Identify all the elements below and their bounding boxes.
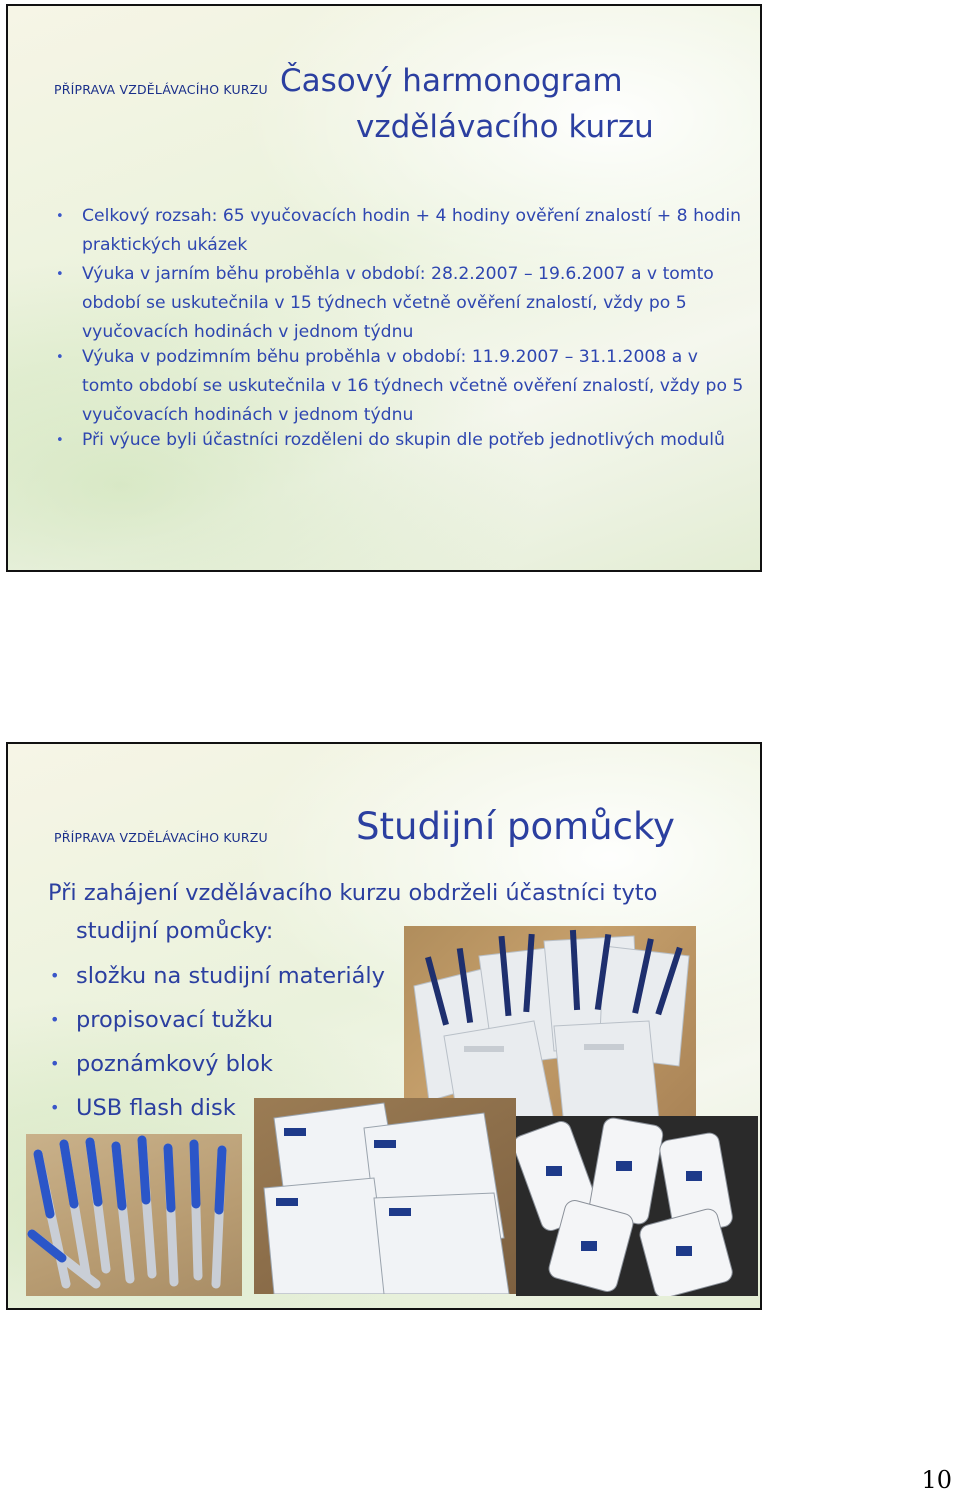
bullet-item: • Celkový rozsah: 65 vyučovacích hodin + 4 hodiny ověření znalostí + 8 hodin praktických ukázek xyxy=(52,202,752,260)
bullet-item: • Při výuce byli účastníci rozděleni do skupin dle potřeb jednotlivých modulů xyxy=(52,426,752,455)
slide-title-line1: Časový harmonogram xyxy=(280,63,623,99)
bullet-item: • Výuka v podzimním běhu proběhla v období: 11.9.2007 – 31.1.2008 a v tomto období se uskutečnila v 16 týdnech včetně ověření znalostí, vždy po 5 vyučovacích hodinách v jednom týdnu xyxy=(52,343,752,430)
slide-study-materials xyxy=(6,742,762,1310)
bullet-item: • Výuka v jarním běhu proběhla v období: 28.2.2007 – 19.6.2007 a v tomto období se uskutečnila v 15 týdnech včetně ověření znalostí, vždy po 5 vyučovacích hodinách v jednom týdnu xyxy=(52,260,752,347)
slide-title-line2: vzdělávacího kurzu xyxy=(356,109,654,145)
intro-line-2: studijní pomůcky: xyxy=(76,918,274,944)
list-item: • propisovací tužku xyxy=(48,998,385,1042)
page-number: 10 xyxy=(921,1466,952,1494)
slide-kicker: PŘÍPRAVA VZDĚLÁVACÍHO KURZU xyxy=(54,830,268,845)
intro-line-1: Při zahájení vzdělávacího kurzu obdrželi účastníci tyto xyxy=(48,880,658,906)
slide-title: Studijní pomůcky xyxy=(356,805,675,848)
list-item: • složku na studijní materiály xyxy=(48,954,385,998)
photo-usb-disks xyxy=(516,1116,758,1296)
photo-pens xyxy=(26,1134,242,1296)
list-item: • USB flash disk xyxy=(48,1086,385,1130)
slide-kicker: PŘÍPRAVA VZDĚLÁVACÍHO KURZU xyxy=(54,82,268,97)
slide-timeline xyxy=(6,4,762,572)
list-item: • poznámkový blok xyxy=(48,1042,385,1086)
photo-notepads xyxy=(254,1098,516,1294)
photo-folders xyxy=(404,926,696,1126)
bullet-list xyxy=(52,202,752,455)
